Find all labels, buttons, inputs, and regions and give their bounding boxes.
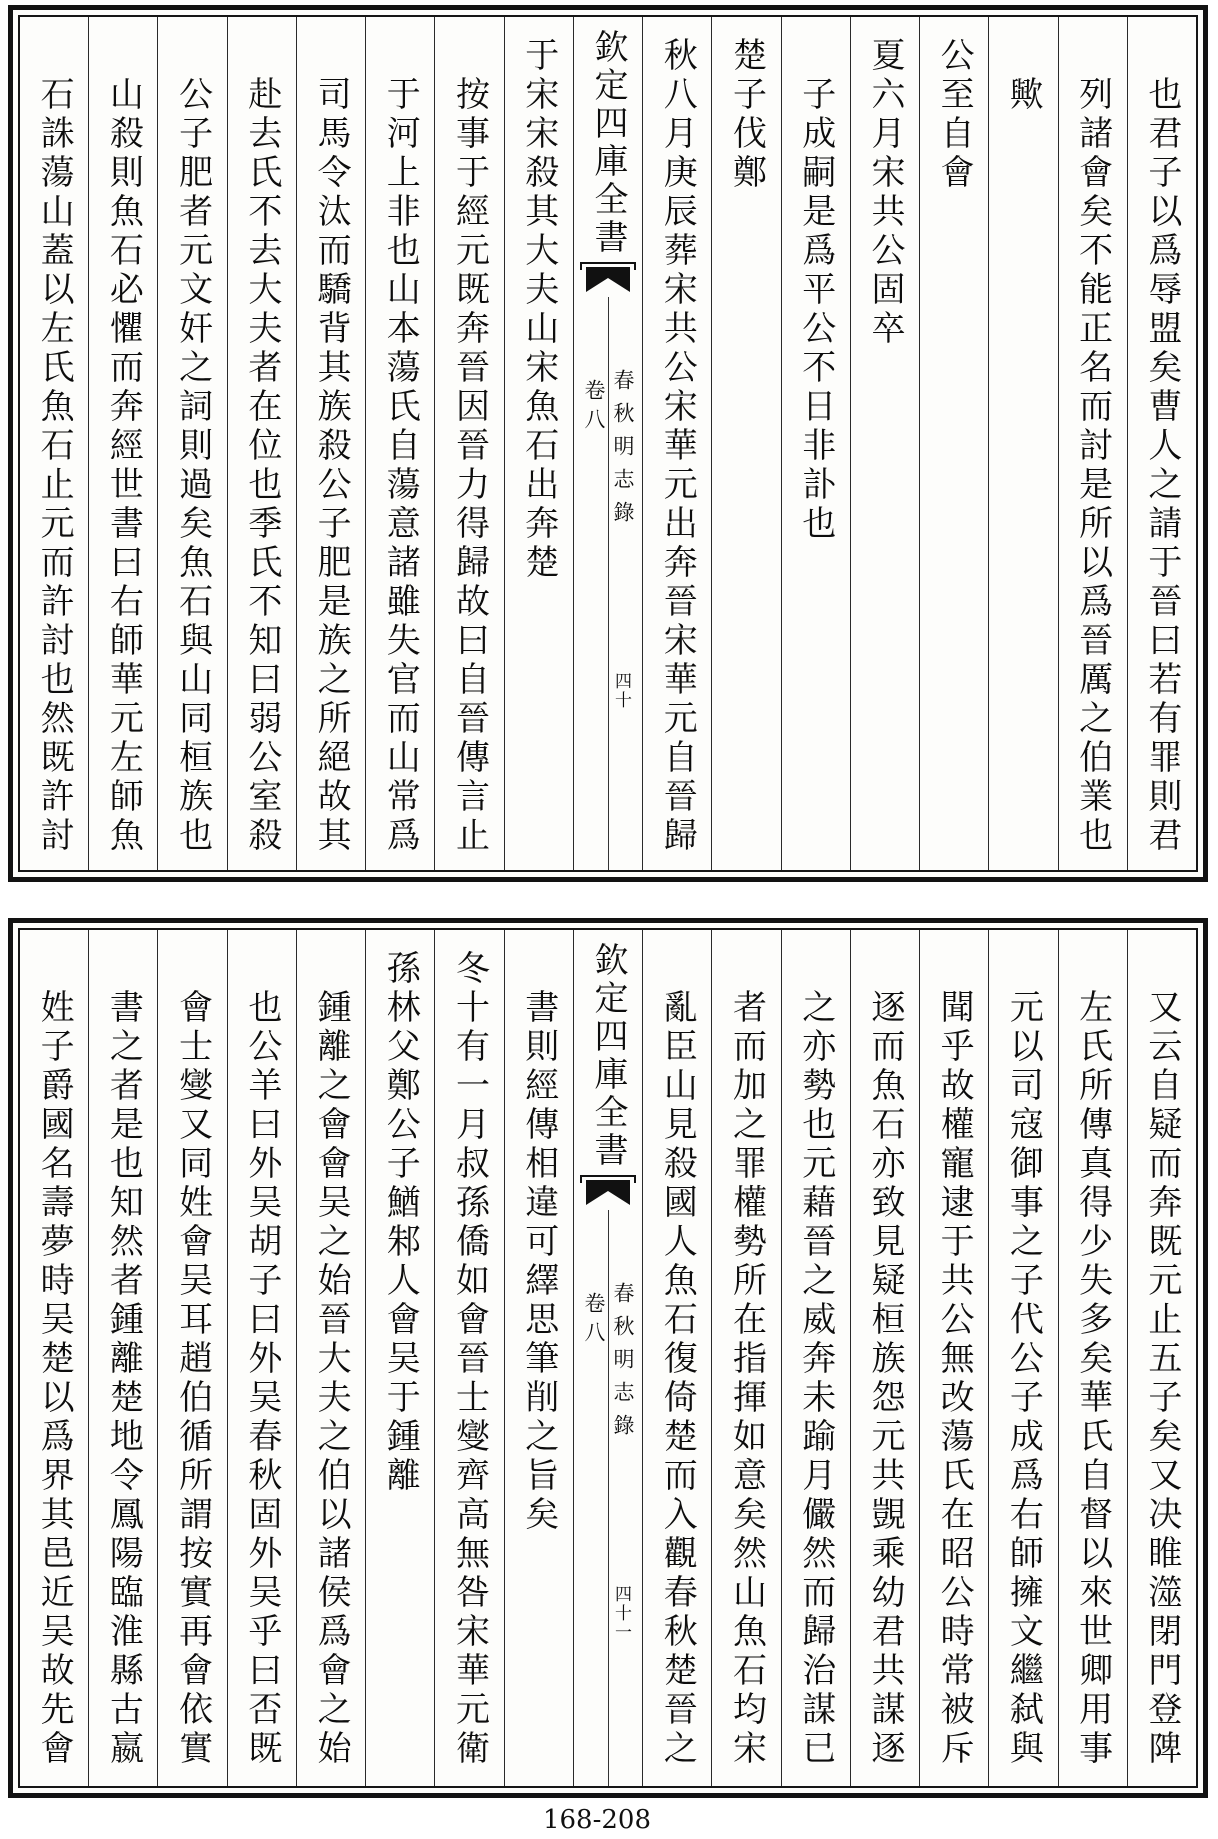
center-fold-line [608,297,609,870]
column-text: 也君子以爲辱盟矣曹人之請于晉曰若有罪則君 [1141,76,1182,856]
column-text: 于宋宋殺其大夫山宋魚石出奔楚 [518,37,559,583]
fish-tail-mark-icon [578,1174,638,1208]
text-column [988,17,1057,870]
column-text: 夏六月宋共公固卒 [864,37,905,349]
column-text: 于河上非也山本蕩氏自蕩意諸雖失官而山常爲 [380,76,421,856]
text-column [365,930,434,1786]
text-column [88,17,157,870]
column-text: 子成嗣是爲平公不日非訃也 [795,76,836,544]
column-text: 又云自疑而奔既元止五子矣又决睢澨閉門登陴 [1141,989,1182,1769]
volume-label: 卷八 [582,379,607,437]
column-text: 赴去氏不去大夫者在位也季氏不知曰弱公室殺 [241,76,282,856]
text-column [20,930,88,1786]
center-fold-column [573,930,642,1786]
column-text: 按事于經元既奔晉因晉力得歸故曰自晉傳言止 [449,76,490,856]
center-fold-column [573,17,642,870]
text-column [227,17,296,870]
text-column [157,17,226,870]
text-column [781,17,850,870]
text-column [642,17,711,870]
text-column [365,17,434,870]
column-text: 之亦勢也元藉晉之威奔未踰月儼然而歸治謀已 [795,989,836,1769]
column-text: 元以司寇御事之子代公子成爲右師擁文繼弑與 [1003,989,1044,1769]
bottom-page-panel [8,918,1208,1798]
text-column [711,930,780,1786]
column-text: 楚子伐鄭 [726,37,767,193]
text-column [1058,17,1127,870]
text-column [504,17,573,870]
column-text: 公子肥者元文奸之詞則過矣魚石與山同桓族也 [172,76,213,856]
column-text: 孫林父鄭公子鰌邾人會吴于鍾離 [380,950,421,1496]
column-text: 公至自會 [934,37,975,193]
footer-page-code: 168-208 [542,1805,652,1835]
fish-tail-mark-icon [578,261,638,295]
text-column [850,930,919,1786]
text-column [919,930,988,1786]
collection-title: 欽定四庫全書 [588,29,628,257]
text-column [296,17,365,870]
text-column [988,930,1057,1786]
leaf-number: 四十 [611,672,631,710]
column-text: 也公羊曰外吴胡子曰外吴春秋固外吴乎曰否既 [241,989,282,1769]
text-column [296,930,365,1786]
column-text: 書之者是也知然者鍾離楚地令鳳陽臨淮縣古嬴 [103,989,144,1769]
book-title: 春秋明志錄 [611,369,635,534]
text-column [1127,17,1196,870]
column-text: 司馬令汰而驕背其族殺公子肥是族之所絕故其 [311,76,352,856]
column-text: 逐而魚石亦致見疑桓族怨元共覬乘幼君共謀逐 [864,989,905,1769]
column-text: 左氏所傳真得少失多矣華氏自督以來世卿用事 [1072,989,1113,1769]
page-frame [18,15,1198,872]
leaf-number: 四十一 [611,1585,631,1642]
column-text: 聞乎故權寵逮于共公無改蕩氏在昭公時常被斥 [934,989,975,1769]
column-text: 亂臣山見殺國人魚石復倚楚而入觀春秋楚晉之 [657,989,698,1769]
column-text: 歟 [1003,76,1044,115]
column-text: 冬十有一月叔孫僑如會晉士燮齊高無咎宋華元衛 [449,950,490,1769]
text-column [88,930,157,1786]
text-column [434,17,503,870]
text-column [20,17,88,870]
text-column [1127,930,1196,1786]
text-column [434,930,503,1786]
text-column [157,930,226,1786]
text-column [850,17,919,870]
column-text: 會士燮又同姓會吴耳趙伯循所謂按實再會依實 [172,989,213,1769]
text-column [781,930,850,1786]
column-text: 秋八月庚辰葬宋共公宋華元出奔晉宋華元自晉歸 [657,37,698,856]
column-text: 列諸會矣不能正名而討是所以爲晉厲之伯業也 [1072,76,1113,856]
fish-tail-block [586,267,630,292]
column-text: 山殺則魚石必懼而奔經世書曰右師華元左師魚 [103,76,144,856]
book-title: 春秋明志錄 [611,1282,635,1447]
text-column [711,17,780,870]
column-text: 者而加之罪權勢所在指揮如意矣然山魚石均宋 [726,989,767,1769]
column-text: 姓子爵國名壽夢時吴楚以爲界其邑近吴故先會 [34,989,75,1769]
text-column [504,930,573,1786]
column-text: 書則經傳相違可繹思筆削之旨矣 [518,989,559,1535]
column-text: 鍾離之會會吴之始晉大夫之伯以諸侯爲會之始 [311,989,352,1769]
text-column [1058,930,1127,1786]
text-column [227,930,296,1786]
text-column [642,930,711,1786]
column-text: 石誅蕩山蓋以左氏魚石止元而許討也然既許討 [34,76,75,856]
text-column [919,17,988,870]
top-page-panel [8,5,1208,882]
fish-tail-block [586,1180,630,1205]
volume-label: 卷八 [582,1292,607,1350]
page-frame [18,928,1198,1788]
center-fold-line [608,1210,609,1786]
collection-title: 欽定四庫全書 [588,942,628,1170]
